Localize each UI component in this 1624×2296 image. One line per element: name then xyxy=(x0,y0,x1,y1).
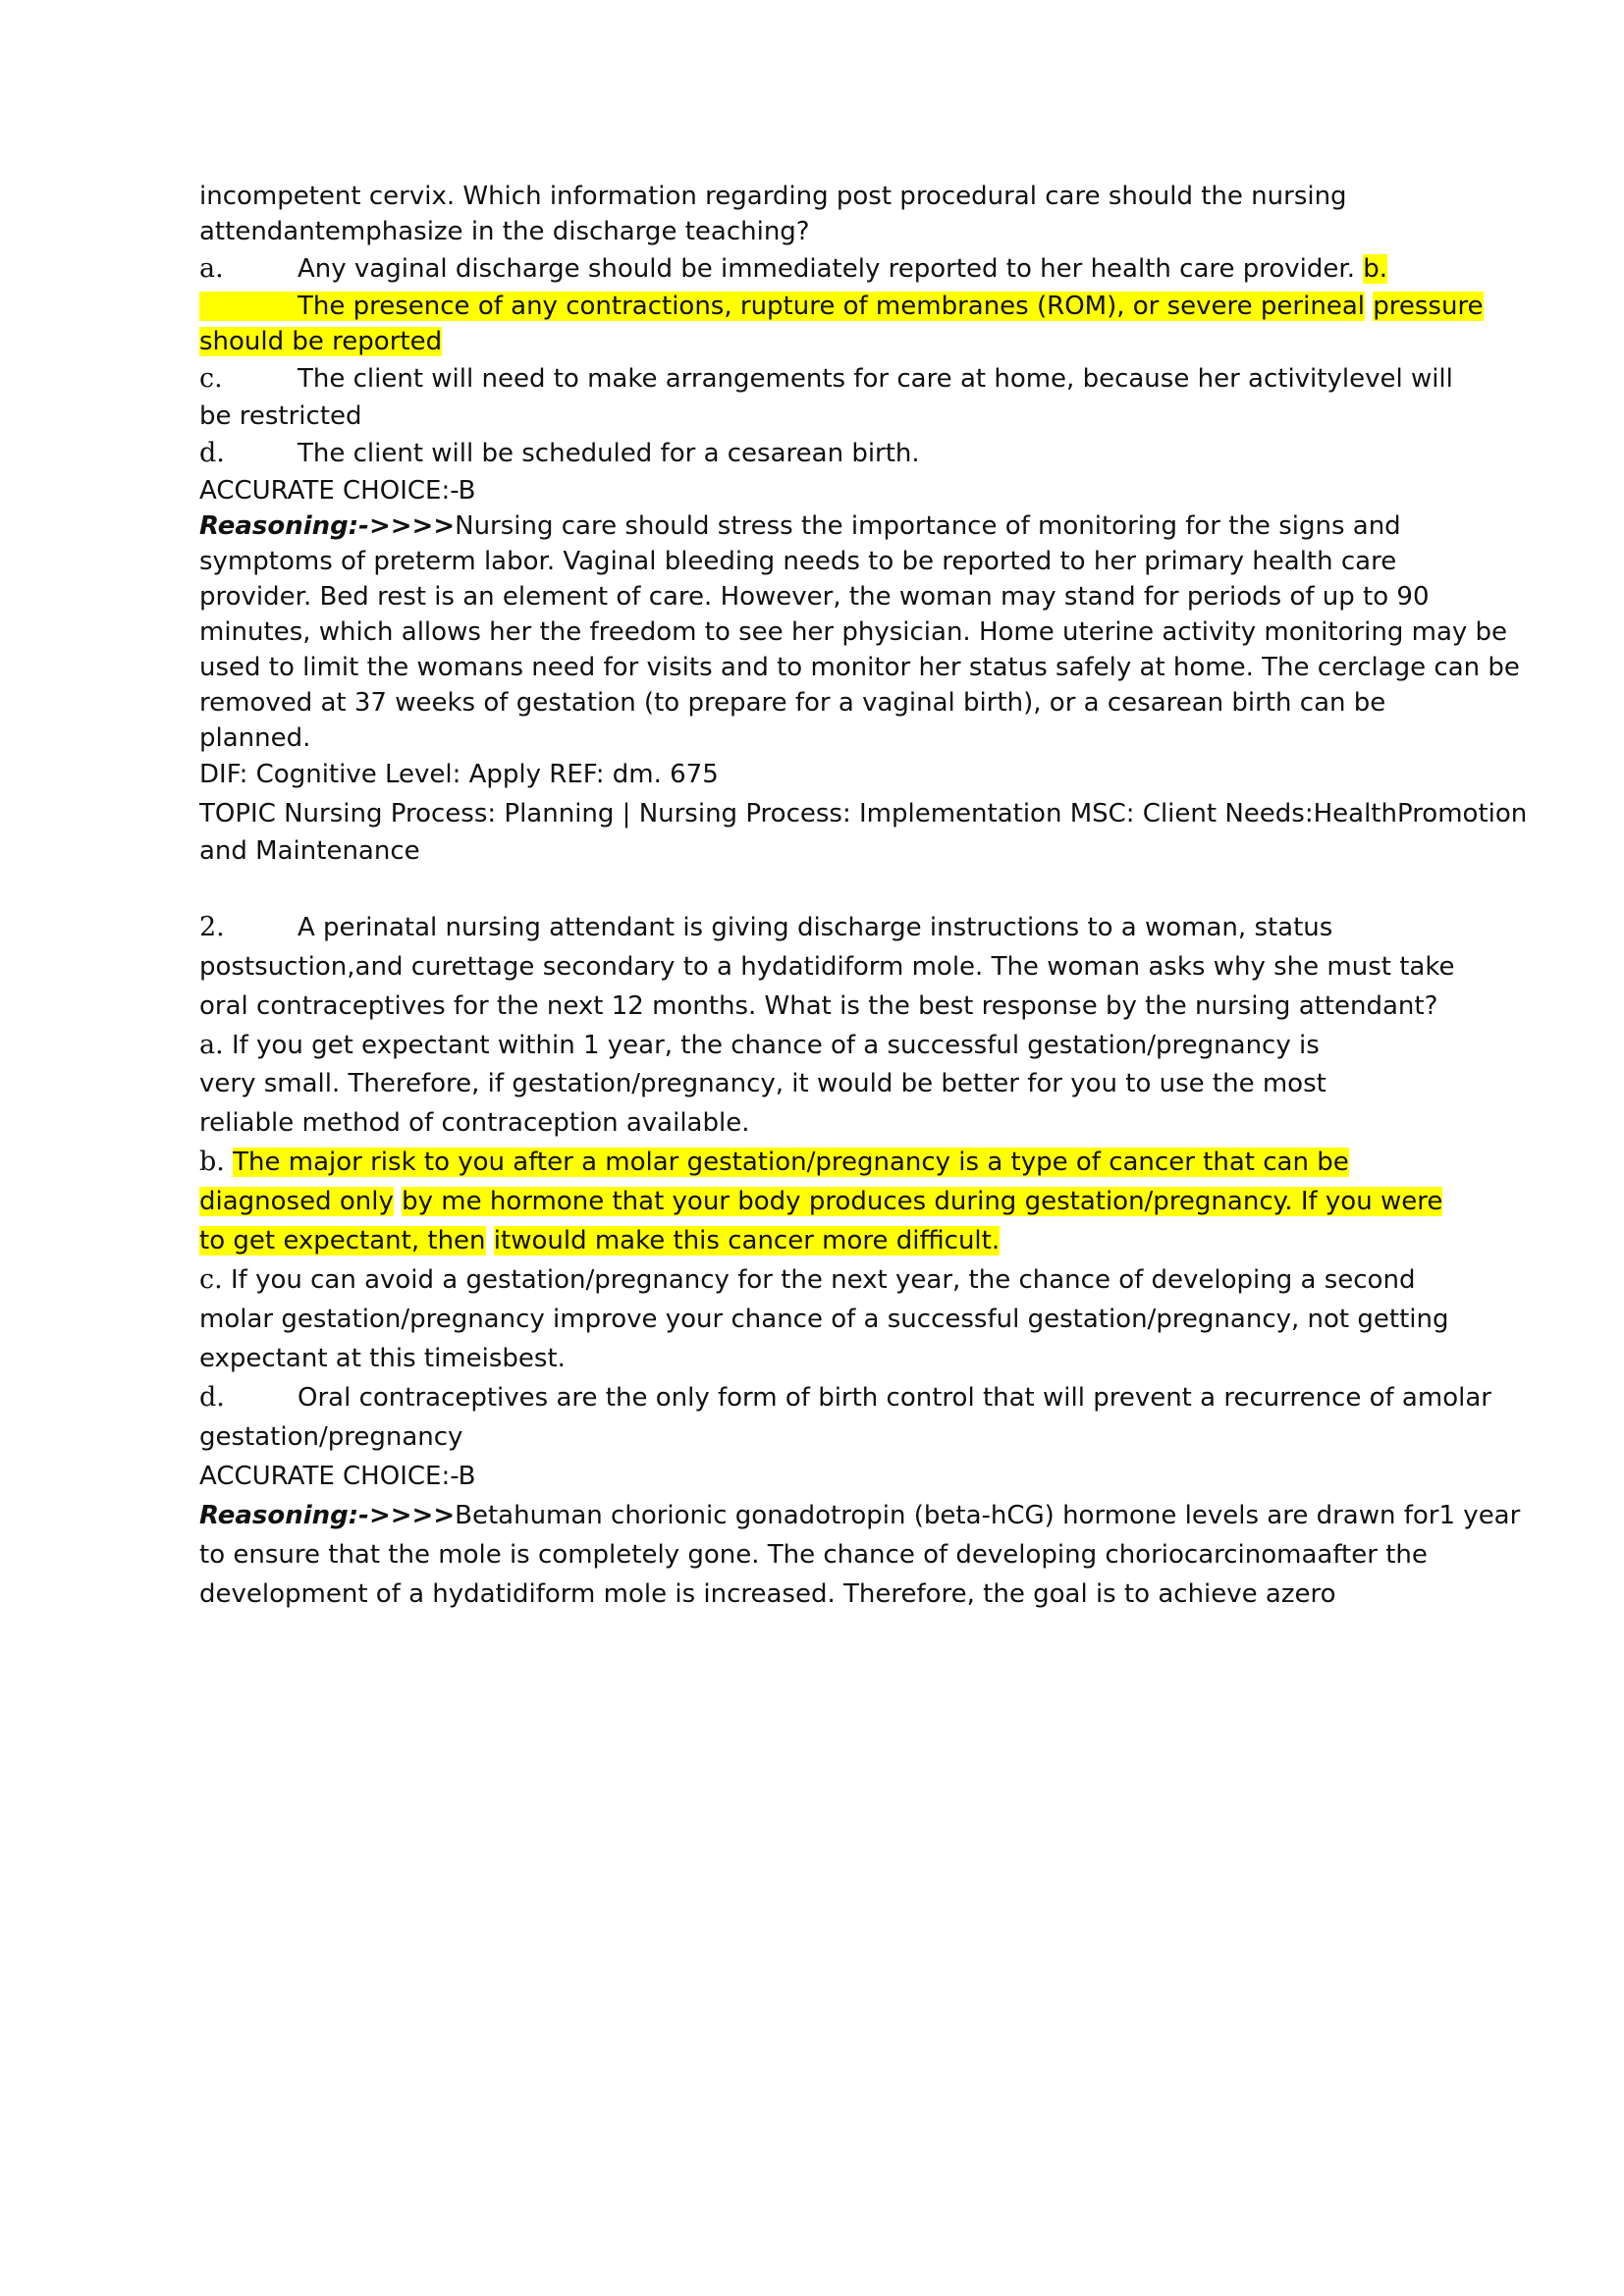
q1-reasoning-text: Nursing care should stress the importance of monitoring for the signs and xyxy=(455,511,1401,541)
q2-option-a xyxy=(199,1026,1515,1065)
q2-option-c-line-2: molar gestation/pregnancy improve your chance of a successful gestation/pregnancy, not getting xyxy=(199,1305,1449,1334)
q2-option-d-text: Oral contraceptives are the only form of birth control that will prevent a recurrence of amolar xyxy=(298,1383,1491,1413)
question-1 xyxy=(199,179,1528,869)
q1-reasoning-line-1 xyxy=(199,508,1515,544)
q1-option-a xyxy=(199,249,1515,289)
q2-option-b-text-3b: itwould make this cancer more difficult. xyxy=(493,1226,1001,1255)
q1-reasoning-line-2: symptoms of preterm labor. Vaginal bleeding needs to be reported to her primary health care xyxy=(199,547,1397,576)
q1-option-c-line-2: be restricted xyxy=(199,401,362,431)
q1-option-c xyxy=(199,359,1515,399)
q2-option-b-line-2 xyxy=(199,1182,1515,1221)
q1-option-b-line-1 xyxy=(199,289,1515,324)
q1-option-b-text-cont: pressure xyxy=(1373,292,1484,321)
q2-option-b-text-2a: diagnosed only xyxy=(199,1187,394,1216)
q2-stem-line-3: oral contraceptives for the next 12 months. What is the best response by the nursing attendant? xyxy=(199,991,1438,1021)
q2-number: 2. xyxy=(199,912,225,942)
q1-reasoning-line-7: planned. xyxy=(199,723,311,753)
q2-option-d-letter: d. xyxy=(199,1382,225,1413)
q2-option-c xyxy=(199,1260,1515,1300)
q1-option-b-letter: b. xyxy=(1363,254,1388,284)
q2-stem-line-1 xyxy=(199,908,1515,947)
q1-answer: ACCURATE CHOICE:-B xyxy=(199,476,476,506)
q2-option-b-text-2b: by me hormone that your body produces during gestation/pregnancy. If you were xyxy=(402,1187,1443,1216)
q1-reasoning-label: Reasoning:->>>> xyxy=(199,511,456,541)
q1-option-b-text: The presence of any contractions, rupture of membranes (ROM), or severe perineal xyxy=(298,292,1365,321)
q2-option-c-letter: c. xyxy=(199,1264,223,1295)
q1-option-a-text: Any vaginal discharge should be immediately reported to her health care provider. xyxy=(298,254,1355,284)
q1-dif: DIF: Cognitive Level: Apply REF: dm. 675 xyxy=(199,760,719,789)
q1-option-a-letter: a. xyxy=(199,253,224,284)
q2-option-b-letter: b. xyxy=(199,1147,225,1177)
q1-stem-line-2: attendantemphasize in the discharge teaching? xyxy=(199,217,810,246)
q2-option-c-line-3: expectant at this timeisbest. xyxy=(199,1344,566,1373)
q1-option-d-letter: d. xyxy=(199,438,225,468)
q2-reasoning-text: Betahuman chorionic gonadotropin (beta-hCG) hormone levels are drawn for1 year xyxy=(455,1501,1521,1530)
q2-answer: ACCURATE CHOICE:-B xyxy=(199,1462,476,1491)
q1-reasoning-line-3: provider. Bed rest is an element of care. However, the woman may stand for periods of up to 90 xyxy=(199,582,1430,612)
q2-stem-text: A perinatal nursing attendant is giving discharge instructions to a woman, status xyxy=(298,913,1333,942)
q1-reasoning-line-5: used to limit the womans need for visits and to monitor her status safely at home. The cerclage can be xyxy=(199,653,1520,682)
q2-option-b-line-3 xyxy=(199,1221,1515,1260)
q1-option-d-text: The client will be scheduled for a cesarean birth. xyxy=(298,439,920,468)
q2-option-b-text: The major risk to you after a molar gestation/pregnancy is a type of cancer that can be xyxy=(233,1148,1349,1177)
q2-option-a-line-3: reliable method of contraception available. xyxy=(199,1108,750,1138)
q2-option-d-line-2: gestation/pregnancy xyxy=(199,1422,463,1452)
q1-stem-line-1: incompetent cervix. Which information regarding post procedural care should the nursing xyxy=(199,182,1347,211)
q1-reasoning-line-6: removed at 37 weeks of gestation (to prepare for a vaginal birth), or a cesarean birth can be xyxy=(199,688,1386,718)
question-2 xyxy=(199,908,1521,1614)
q1-topic-line-1: TOPIC Nursing Process: Planning | Nursing Process: Implementation MSC: Client Needs:HealthPromotion xyxy=(199,799,1528,828)
q2-option-d xyxy=(199,1378,1515,1417)
q1-reasoning-line-4: minutes, which allows her the freedom to see her physician. Home uterine activity monitoring may be xyxy=(199,617,1508,647)
q2-option-a-text: If you get expectant within 1 year, the chance of a successful gestation/pregnancy is xyxy=(231,1031,1320,1060)
q2-reasoning-label: Reasoning:->>>> xyxy=(199,1501,456,1530)
q2-option-b xyxy=(199,1143,1515,1182)
q2-option-a-letter: a. xyxy=(199,1030,224,1060)
q2-option-b-text-3a: to get expectant, then xyxy=(199,1226,486,1255)
q2-stem-line-2: postsuction,and curettage secondary to a hydatidiform mole. The woman asks why she must take xyxy=(199,952,1455,982)
q2-reasoning-line-3: development of a hydatidiform mole is increased. Therefore, the goal is to achieve azero xyxy=(199,1579,1336,1609)
q1-option-b-line-2 xyxy=(199,324,1515,359)
q1-option-d xyxy=(199,434,1515,473)
q1-option-c-letter: c. xyxy=(199,363,223,394)
q1-option-b-text-end: should be reported xyxy=(199,327,443,356)
q2-option-c-text: If you can avoid a gestation/pregnancy for the next year, the chance of developing a second xyxy=(230,1265,1416,1295)
q2-reasoning-line-1 xyxy=(199,1496,1521,1535)
q1-topic-line-2: and Maintenance xyxy=(199,836,420,866)
q1-option-c-text: The client will need to make arrangements for care at home, because her activitylevel will xyxy=(298,364,1453,394)
question-divider-space xyxy=(199,869,1515,908)
q2-option-a-line-2: very small. Therefore, if gestation/pregnancy, it would be better for you to use the most xyxy=(199,1069,1326,1098)
document-page xyxy=(199,179,1528,1614)
q2-reasoning-line-2: to ensure that the mole is completely gone. The chance of developing choriocarcinomaafter the xyxy=(199,1540,1428,1570)
